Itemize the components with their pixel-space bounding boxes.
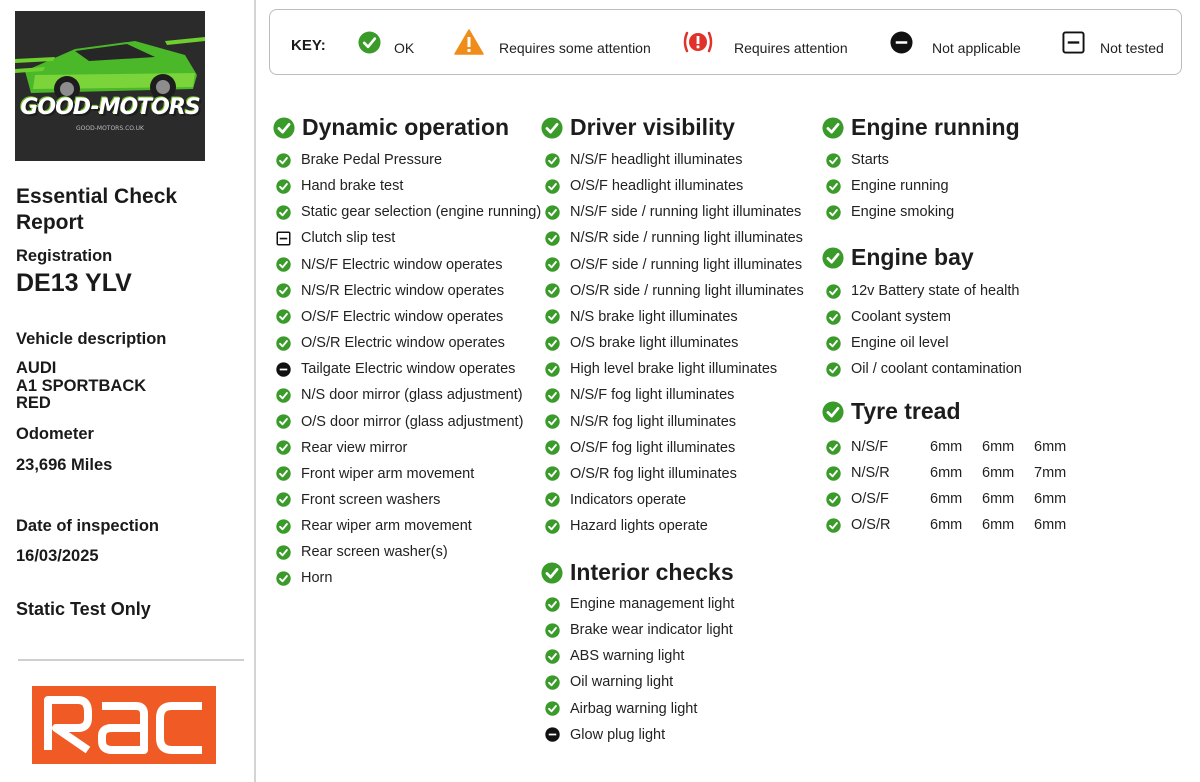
check-item: [276, 175, 403, 197]
check-item-label: O/S/F side / running light illuminates: [570, 256, 803, 273]
section-title-text: Interior checks: [570, 559, 734, 585]
vehicle-description-label: Vehicle description: [16, 330, 167, 348]
check-item-label: Brake Pedal Pressure: [301, 152, 443, 168]
section-title-engine-bay: [822, 244, 974, 271]
ok-icon: [826, 336, 841, 351]
ok-icon: [826, 440, 841, 455]
ok-icon: [826, 284, 841, 299]
check-item-label: N/S/R side / running light illuminates: [570, 230, 803, 247]
tread-reading: 6mm: [982, 465, 1015, 482]
check-item-label: O/S/R fog light illuminates: [570, 465, 737, 482]
check-item: [545, 175, 743, 197]
section-title-dynamic: [273, 114, 509, 141]
ok-icon: [545, 597, 560, 612]
check-item: [826, 175, 949, 197]
check-item-label: Front screen washers: [301, 491, 441, 508]
section-title-visibility: [541, 114, 735, 141]
check-item-label: O/S/R: [851, 517, 891, 534]
check-item-label: N/S/F Electric window operates: [301, 256, 503, 273]
check-item: [545, 149, 742, 171]
ok-icon: [545, 414, 560, 429]
ok-icon: [545, 309, 560, 324]
not-tested-icon: [1062, 31, 1085, 54]
section-title-interior: [541, 559, 734, 586]
not-tested-icon: [276, 231, 291, 246]
tread-reading: 6mm: [930, 517, 963, 534]
check-item: [545, 411, 736, 433]
logo-brand-text: GOOD-MOTORS: [20, 95, 200, 120]
check-item: [276, 489, 440, 511]
ok-icon: [276, 336, 291, 351]
check-item-label: N/S brake light illuminates: [570, 308, 738, 325]
ok-icon: [545, 283, 560, 298]
check-item: [276, 567, 332, 589]
check-item-label: O/S/F: [851, 491, 889, 508]
check-item: [545, 280, 804, 302]
ok-icon: [276, 153, 291, 168]
status-key: [269, 9, 1182, 75]
ok-icon: [545, 623, 560, 638]
check-item-label: Hand brake test: [301, 178, 404, 195]
check-item-label: Hazard lights operate: [570, 518, 708, 535]
ok-icon: [545, 153, 560, 168]
check-item: [545, 254, 802, 276]
car-logo-graphic: [15, 11, 205, 161]
check-item: [276, 254, 502, 276]
ok-icon: [276, 388, 291, 403]
key-some-attention-label: Requires some attention: [499, 40, 651, 56]
check-item: [545, 645, 684, 667]
check-item: [276, 384, 523, 406]
good-motors-logo: [15, 11, 205, 161]
check-item-label: N/S door mirror (glass adjustment): [301, 387, 523, 404]
check-item-label: N/S/R Electric window operates: [301, 282, 505, 299]
not-applicable-icon: [890, 31, 913, 54]
check-item: [276, 437, 407, 459]
check-item: [545, 698, 697, 720]
ok-icon: [276, 205, 291, 220]
key-ok-label: OK: [394, 40, 415, 56]
check-item: [276, 541, 448, 563]
vehicle-make: AUDI: [16, 359, 57, 377]
check-item: [826, 462, 1086, 484]
check-item-label: Front wiper arm movement: [301, 465, 475, 482]
ok-icon: [545, 388, 560, 403]
check-item-label: O/S door mirror (glass adjustment): [301, 413, 524, 430]
ok-icon: [541, 117, 563, 139]
divider: [18, 659, 244, 661]
check-item-label: O/S/R Electric window operates: [301, 335, 505, 352]
check-item: [276, 332, 505, 354]
ok-icon: [276, 309, 291, 324]
check-item-label: Airbag warning light: [570, 700, 698, 717]
rac-logo-glyphs: [32, 686, 216, 764]
check-item: [276, 280, 504, 302]
ok-icon: [276, 492, 291, 507]
check-item: [276, 306, 503, 328]
check-item: [545, 437, 735, 459]
check-item-label: Engine oil level: [851, 335, 949, 352]
check-item: [826, 332, 949, 354]
ok-icon: [545, 466, 560, 481]
report-title: Essential Check Report: [16, 185, 178, 234]
check-item-label: Engine smoking: [851, 204, 955, 221]
check-item: [545, 671, 673, 693]
check-item: [276, 463, 474, 485]
check-item-label: Coolant system: [851, 309, 951, 326]
check-item-label: Horn: [301, 570, 333, 587]
check-item-label: High level brake light illuminates: [570, 361, 778, 378]
tread-reading: 6mm: [982, 439, 1015, 455]
ok-icon: [826, 179, 841, 194]
check-item: [545, 515, 708, 537]
ok-icon: [826, 310, 841, 325]
tread-reading: 7mm: [1034, 465, 1067, 482]
check-item-label: Engine management light: [570, 596, 735, 612]
ok-icon: [358, 31, 381, 54]
check-item: [545, 227, 803, 249]
ok-icon: [541, 562, 563, 584]
check-item: [826, 488, 1086, 510]
inspection-date-label: Date of inspection: [16, 517, 160, 535]
vehicle-colour: RED: [16, 394, 51, 412]
check-item-label: O/S/F fog light illuminates: [570, 439, 736, 456]
key-not-tested-label: Not tested: [1100, 40, 1164, 56]
check-item-label: O/S/F headlight illuminates: [570, 178, 744, 195]
tread-reading: 6mm: [1034, 491, 1067, 508]
ok-icon: [276, 414, 291, 429]
check-item-label: N/S/R fog light illuminates: [570, 413, 737, 430]
ok-icon: [545, 519, 560, 534]
ok-icon: [822, 117, 844, 139]
section-title-text: Dynamic operation: [302, 114, 510, 140]
ok-icon: [822, 401, 844, 423]
check-item-label: Rear screen washer(s): [301, 544, 448, 561]
section-title-text: Engine running: [851, 114, 1020, 140]
odometer-label: Odometer: [16, 425, 94, 443]
tread-reading: 6mm: [982, 491, 1015, 508]
not-applicable-icon: [276, 362, 291, 377]
not-applicable-icon: [545, 727, 560, 742]
check-item: [826, 201, 954, 223]
vehicle-model: A1 SPORTBACK: [16, 376, 147, 395]
check-item-label: O/S brake light illuminates: [570, 335, 739, 352]
warning-triangle-icon: [454, 29, 484, 55]
section-title-tyre: [822, 398, 961, 425]
tread-reading: 6mm: [982, 517, 1015, 534]
ok-icon: [545, 440, 560, 455]
ok-icon: [545, 257, 560, 272]
ok-icon: [545, 231, 560, 246]
check-item: [276, 515, 472, 537]
logo-url-text: GOOD-MOTORS.CO.UK: [76, 125, 144, 132]
check-item-label: Engine running: [851, 178, 949, 195]
check-item: [545, 489, 686, 511]
check-item: [826, 358, 1022, 380]
ok-icon: [273, 117, 295, 139]
ok-icon: [545, 205, 560, 220]
check-item: [545, 619, 733, 641]
key-title: KEY:: [291, 37, 326, 54]
rac-logo: [32, 686, 216, 764]
check-item: [545, 332, 738, 354]
check-item-label: O/S/R side / running light illuminates: [570, 282, 804, 299]
ok-icon: [276, 466, 291, 481]
check-item-label: Glow plug light: [570, 726, 666, 743]
check-item-label: Rear view mirror: [301, 439, 408, 456]
check-item: [826, 306, 951, 328]
ok-icon: [545, 492, 560, 507]
check-item: [545, 593, 734, 615]
tread-reading: 6mm: [1034, 439, 1067, 455]
tread-reading: 6mm: [930, 465, 963, 482]
ok-icon: [276, 257, 291, 272]
static-test-note: Static Test Only: [16, 599, 151, 619]
registration-value: DE13 YLV: [16, 269, 132, 297]
check-item: [545, 384, 734, 406]
ok-icon: [276, 283, 291, 298]
vehicle-description-value: [16, 360, 146, 413]
check-item: [545, 463, 737, 485]
check-item-label: N/S/F side / running light illuminates: [570, 204, 802, 221]
ok-icon: [276, 571, 291, 586]
check-item: [826, 149, 889, 171]
check-item: [276, 227, 395, 249]
registration-label: Registration: [16, 247, 113, 265]
check-item: [276, 358, 515, 380]
check-item-label: O/S/F Electric window operates: [301, 308, 504, 325]
section-title-engine-running: [822, 114, 1020, 141]
ok-icon: [826, 205, 841, 220]
key-attention-label: Requires attention: [734, 40, 848, 56]
tread-reading: 6mm: [1034, 517, 1067, 534]
check-item-label: N/S/F: [851, 439, 889, 455]
ok-icon: [545, 701, 560, 716]
check-item-label: Brake wear indicator light: [570, 622, 733, 639]
ok-icon: [826, 518, 841, 533]
check-item-label: Oil / coolant contamination: [851, 361, 1022, 378]
section-title-text: Tyre tread: [851, 398, 961, 424]
check-item-label: 12v Battery state of health: [851, 283, 1020, 299]
odometer-value: 23,696 Miles: [16, 456, 113, 474]
ok-icon: [826, 362, 841, 377]
ok-icon: [822, 247, 844, 269]
ok-icon: [276, 519, 291, 534]
check-item: [545, 724, 665, 746]
ok-icon: [545, 649, 560, 664]
check-item: [545, 201, 801, 223]
ok-icon: [545, 336, 560, 351]
ok-icon: [545, 675, 560, 690]
ok-icon: [545, 362, 560, 377]
check-item: [826, 280, 1019, 302]
check-item-label: Starts: [851, 152, 889, 168]
check-item: [276, 149, 442, 171]
check-item-label: Indicators operate: [570, 491, 687, 508]
check-item-label: N/S/F fog light illuminates: [570, 387, 735, 404]
check-item-label: Oil warning light: [570, 674, 674, 691]
ok-icon: [545, 179, 560, 194]
section-title-text: Engine bay: [851, 244, 974, 270]
check-item-label: N/S/F headlight illuminates: [570, 152, 743, 168]
ok-icon: [826, 466, 841, 481]
check-item: [545, 358, 777, 380]
check-item-label: Clutch slip test: [301, 230, 396, 247]
check-item: [826, 514, 1086, 536]
check-item-label: N/S/R: [851, 465, 890, 482]
check-item-label: ABS warning light: [570, 648, 685, 665]
tread-reading: 6mm: [930, 439, 963, 455]
inspection-date-value: 16/03/2025: [16, 547, 99, 565]
tread-reading: 6mm: [930, 491, 963, 508]
check-item: [276, 411, 523, 433]
check-item: [545, 306, 738, 328]
key-not-applicable-label: Not applicable: [932, 40, 1021, 56]
ok-icon: [826, 153, 841, 168]
ok-icon: [276, 179, 291, 194]
check-item-label: Static gear selection (engine running): [301, 204, 542, 221]
section-title-text: Driver visibility: [570, 114, 735, 140]
alert-icon: [682, 29, 714, 55]
ok-icon: [276, 545, 291, 560]
check-item-label: Rear wiper arm movement: [301, 518, 472, 535]
check-item: [826, 436, 1086, 458]
sidebar-panel: [0, 0, 256, 782]
ok-icon: [826, 492, 841, 507]
ok-icon: [276, 440, 291, 455]
check-item-label: Tailgate Electric window operates: [301, 361, 516, 378]
check-item: [276, 201, 541, 223]
